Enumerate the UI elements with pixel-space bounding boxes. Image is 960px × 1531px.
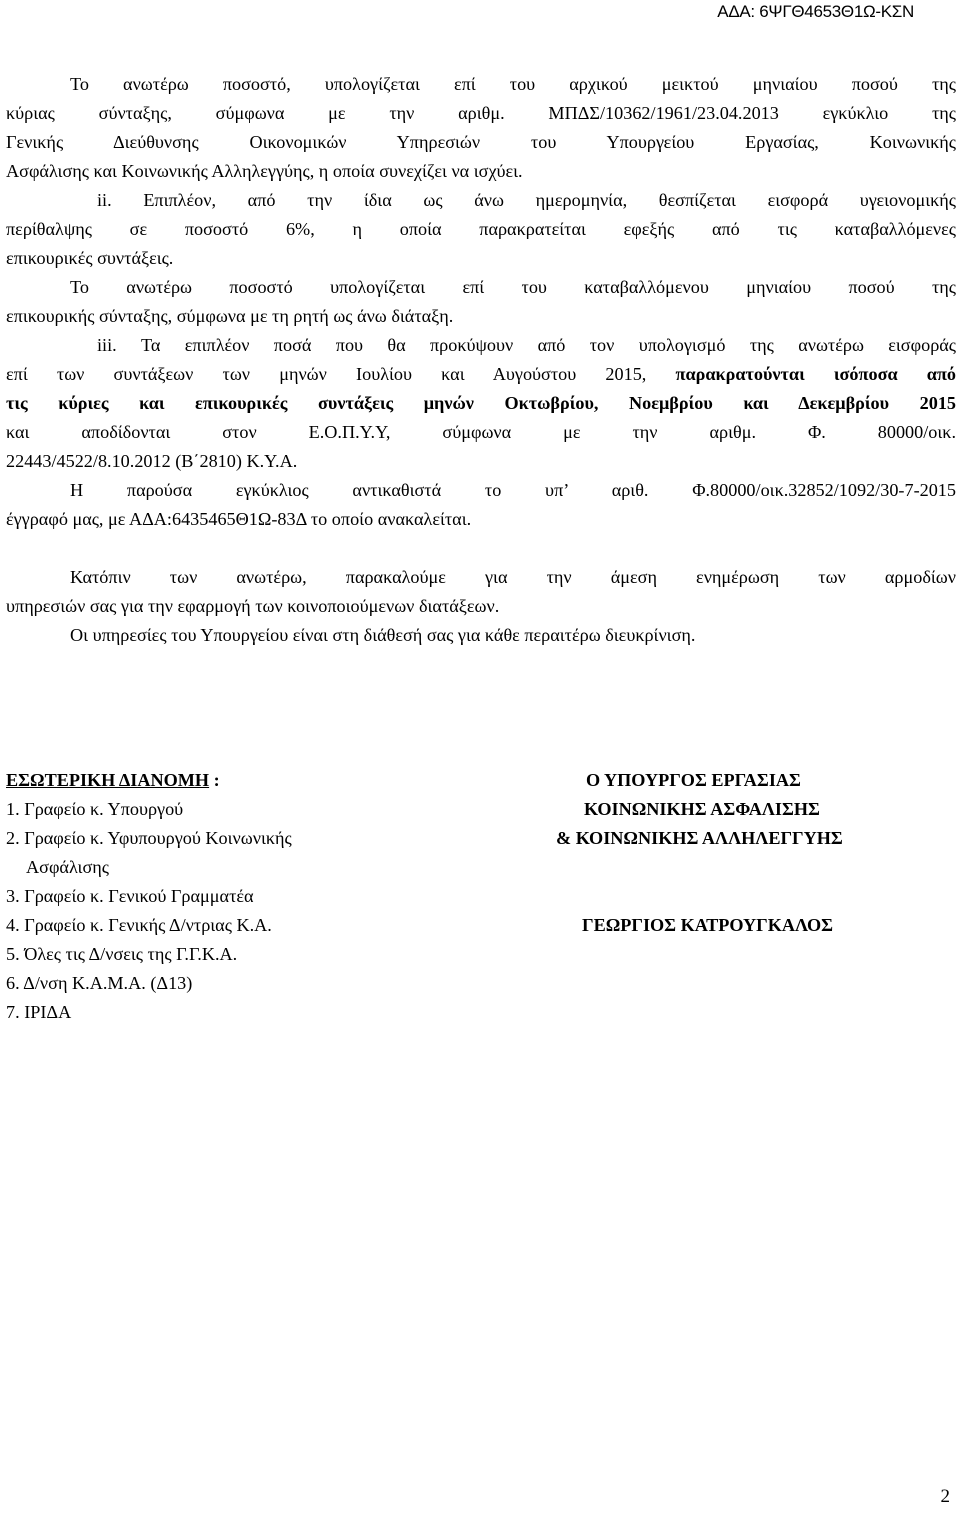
paragraph-line: Ασφάλισης και Κοινωνικής Αλληλεγγύης, η οποία συνεχίζει να ισχύει. [6, 161, 523, 181]
signature-title-line: Ο ΥΠΟΥΡΓΟΣ ΕΡΓΑΣΙΑΣ [586, 770, 801, 790]
paragraph-line [6, 389, 956, 418]
signatory-name: ΓΕΩΡΓΙΟΣ ΚΑΤΡΟΥΓΚΑΛΟΣ [582, 915, 834, 935]
paragraph-line: και αποδίδονται στον Ε.Ο.Π.Υ.Υ, σύμφωνα με την αριθμ. Φ. 80000/οικ. [6, 422, 956, 442]
paragraph-line: Η παρούσα εγκύκλιος αντικαθιστά το υπ’ αριθ. Φ.80000/οικ.32852/1092/30-7-2015 [70, 480, 956, 500]
letter-body [0, 70, 960, 650]
ada-code: ΑΔΑ: 6ΨΓΘ4653Θ1Ω-ΚΣΝ [717, 2, 914, 21]
distribution-item: 2. Γραφείο κ. Υφυπουργού Κοινωνικής [6, 828, 292, 848]
signature-title-line: ΚΟΙΝΩΝΙΚΗΣ ΑΣΦΑΛΙΣΗΣ [584, 799, 820, 819]
paragraph-line [6, 360, 956, 389]
paragraph-line: iii. Τα επιπλέον ποσά που θα προκύψουν από τον υπολογισμό της ανωτέρω εισφοράς [97, 335, 956, 355]
text-run: επί των συντάξεων των μηνών Ιουλίου και Αυγούστου 2015, [6, 364, 647, 384]
distribution-item: 1. Γραφείο κ. Υπουργού [6, 799, 184, 819]
spacer [0, 534, 960, 563]
paragraph-line: 22443/4522/8.10.2012 (Β΄2810) Κ.Υ.Α. [6, 451, 298, 471]
distribution-item: 5. Όλες τις Δ/νσεις της Γ.Γ.Κ.Α. [6, 944, 238, 964]
distribution-heading: ΕΣΩΤΕΡΙΚΗ ΔΙΑΝΟΜΗ : [6, 770, 220, 790]
paragraph-line: Κατόπιν των ανωτέρω, παρακαλούμε για την άμεση ενημέρωση των αρμοδίων [70, 567, 956, 587]
distribution-item: 7. ΙΡΙΔΑ [6, 1002, 72, 1022]
distribution-item: 6. Δ/νση Κ.Α.Μ.Α. (Δ13) [6, 973, 193, 993]
bold-text: παρακρατούνται ισόποσα από [675, 364, 956, 384]
paragraph-line: Το ανωτέρω ποσοστό υπολογίζεται επί του καταβαλλόμενου μηνιαίου ποσού της [70, 277, 956, 297]
paragraph-line: Γενικής Διεύθυνσης Οικονομικών Υπηρεσιών του Υπουργείου Εργασίας, Κοινωνικής [6, 132, 956, 152]
distribution-item: 4. Γραφείο κ. Γενικής Δ/ντριας Κ.Α. [6, 915, 272, 935]
distribution-item: 3. Γραφείο κ. Γενικού Γραμματέα [6, 886, 254, 906]
signature-title-line: & ΚΟΙΝΩΝΙΚΗΣ ΑΛΛΗΛΕΓΓΥΗΣ [556, 828, 843, 848]
bold-text: τις κύριες και επικουρικές συντάξεις μηνών Οκτωβρίου, Νοεμβρίου και Δεκεμβρίου 2015 [6, 393, 956, 413]
paragraph-line: Οι υπηρεσίες του Υπουργείου είναι στη διάθεσή σας για κάθε περαιτέρω διευκρίνιση. [70, 625, 696, 645]
paragraph-line: επικουρικές συντάξεις. [6, 248, 174, 268]
internal-distribution [6, 766, 292, 1027]
paragraph-line: έγγραφό μας, με ΑΔΑ:6435465Θ1Ω-83Δ το οποίο ανακαλείται. [6, 509, 472, 529]
paragraph-line: υπηρεσιών σας για την εφαρμογή των κοινοποιούμενων διατάξεων. [6, 596, 500, 616]
page-number: 2 [940, 1486, 950, 1507]
paragraph-line: ii. Επιπλέον, από την ίδια ως άνω ημερομηνία, θεσπίζεται εισφορά υγειονομικής [97, 190, 956, 210]
paragraph-line: περίθαλψης σε ποσοστό 6%, η οποία παρακρατείται εφεξής από τις καταβαλλόμενες [6, 219, 956, 239]
paragraph-line: επικουρικής σύνταξης, σύμφωνα με τη ρητή ως άνω διάταξη. [6, 306, 454, 326]
paragraph-line: κύριας σύνταξης, σύμφωνα με την αριθμ. ΜΠΔΣ/10362/1961/23.04.2013 εγκύκλιο της [6, 103, 956, 123]
distribution-item: Ασφάλισης [26, 857, 109, 877]
paragraph-line: Το ανωτέρω ποσοστό, υπολογίζεται επί του αρχικού μεικτού μηνιαίου ποσού της [70, 74, 956, 94]
